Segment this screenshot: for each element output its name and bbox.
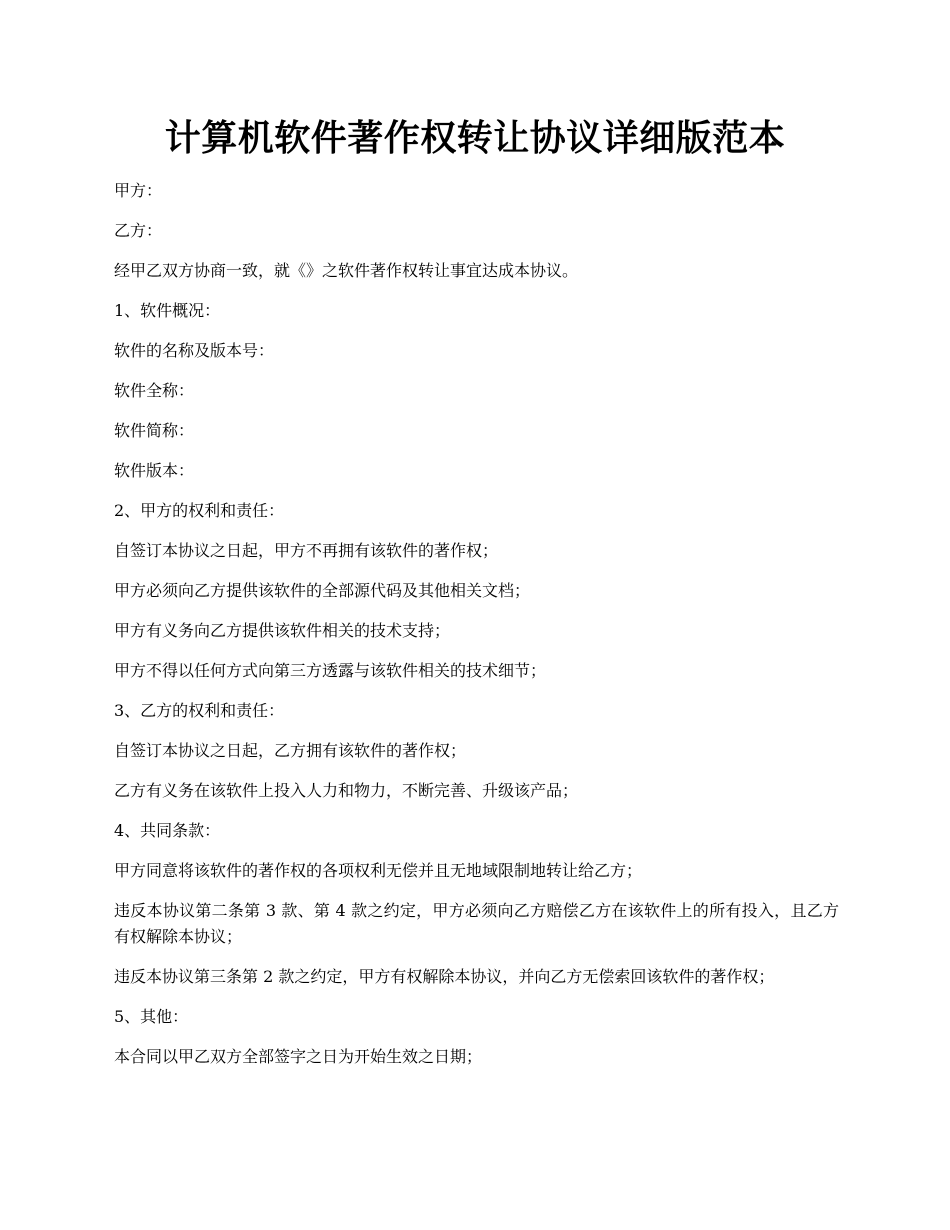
section-heading-party-b-rights: 3、乙方的权利和责任：	[114, 701, 285, 720]
software-name-version-line: 软件的名称及版本号：	[114, 341, 275, 360]
document-body	[114, 178, 839, 1084]
clause-paragraph: 自签订本协议之日起，甲方不再拥有该软件的著作权；	[114, 541, 499, 560]
document-title: 计算机软件著作权转让协议详细版范本	[164, 117, 786, 159]
section-heading-other: 5、其他：	[114, 1007, 189, 1026]
clause-paragraph: 甲方同意将该软件的著作权的各项权利无偿并且无地域限制地转让给乙方；	[114, 861, 643, 880]
clause-paragraph: 违反本协议第二条第 3 款、第 4 款之约定，甲方必须向乙方赔偿乙方在该软件上的所有投入，且乙方有权解除本协议；	[114, 901, 839, 946]
clause-paragraph: 违反本协议第三条第 2 款之约定，甲方有权解除本协议，并向乙方无偿索回该软件的著作权；	[114, 967, 775, 986]
software-version-line: 软件版本：	[114, 461, 195, 480]
clause-paragraph: 本合同以甲乙双方全部签字之日为开始生效之日期；	[114, 1047, 483, 1066]
party-b-line: 乙方：	[114, 221, 163, 240]
clause-paragraph: 甲方不得以任何方式向第三方透露与该软件相关的技术细节；	[114, 661, 547, 680]
party-a-line: 甲方：	[114, 181, 163, 200]
clause-paragraph: 乙方有义务在该软件上投入人力和物力，不断完善、升级该产品；	[114, 781, 579, 800]
section-heading-party-a-rights: 2、甲方的权利和责任：	[114, 501, 285, 520]
section-heading-common-terms: 4、共同条款：	[114, 821, 221, 840]
clause-paragraph: 甲方必须向乙方提供该软件的全部源代码及其他相关文档；	[114, 581, 531, 600]
software-short-name-line: 软件简称：	[114, 421, 195, 440]
clause-paragraph: 自签订本协议之日起，乙方拥有该软件的著作权；	[114, 741, 467, 760]
software-full-name-line: 软件全称：	[114, 381, 195, 400]
section-heading-software-overview: 1、软件概况：	[114, 301, 221, 320]
intro-paragraph: 经甲乙双方协商一致，就《》之软件著作权转让事宜达成本协议。	[114, 261, 579, 280]
clause-paragraph: 甲方有义务向乙方提供该软件相关的技术支持；	[114, 621, 451, 640]
